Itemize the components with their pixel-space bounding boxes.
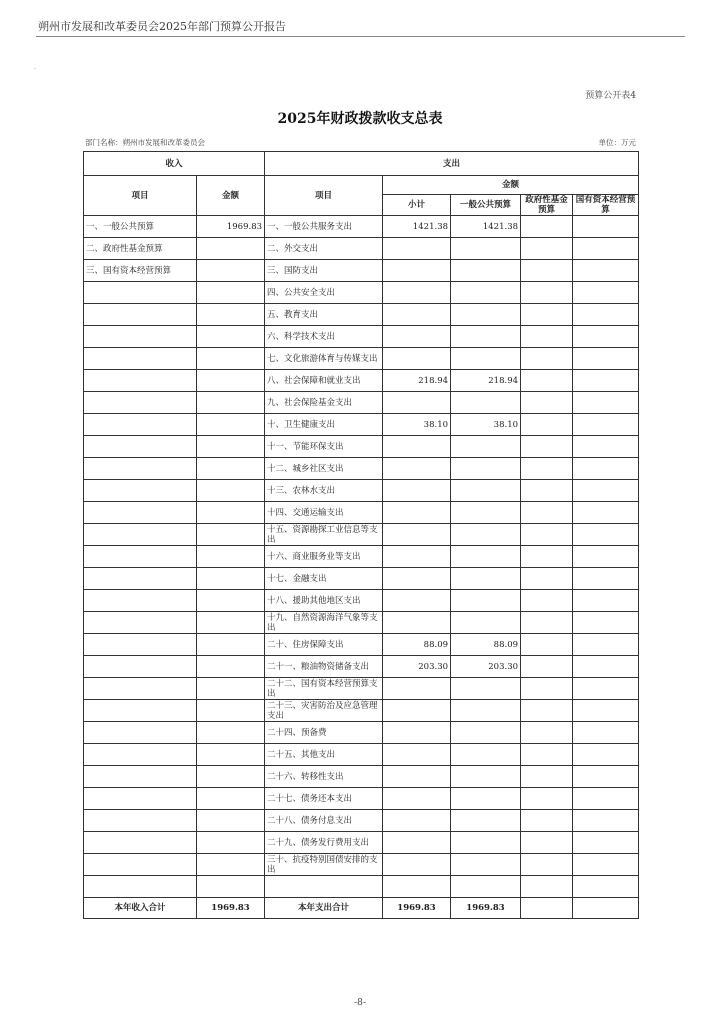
gov-fund-cell [521, 238, 573, 260]
income-item-cell [84, 832, 197, 854]
gov-fund-cell [521, 414, 573, 436]
subtotal-cell [383, 832, 451, 854]
dot-mark: . [34, 64, 36, 71]
income-amount-cell [197, 414, 265, 436]
income-amount-cell [197, 568, 265, 590]
state-capital-cell [573, 744, 639, 766]
state-capital-cell [573, 326, 639, 348]
report-header-title: 朔州市发展和改革委员会2025年部门预算公开报告 [38, 20, 286, 33]
income-item-cell [84, 414, 197, 436]
general-budget-cell [451, 854, 521, 876]
income-item-cell [84, 370, 197, 392]
income-total-label: 本年收入合计 [84, 898, 197, 919]
income-item-cell [84, 546, 197, 568]
table-row [84, 634, 639, 656]
table-row [84, 744, 639, 766]
subtotal-cell: 88.09 [383, 634, 451, 656]
gov-fund-cell [521, 832, 573, 854]
income-amount-cell [197, 326, 265, 348]
state-capital-cell [573, 788, 639, 810]
gov-fund-cell [521, 326, 573, 348]
gov-fund-cell [521, 766, 573, 788]
gov-fund-cell [521, 678, 573, 700]
expense-item-cell: 十九、自然资源海洋气象等支出 [265, 612, 383, 634]
income-item-cell [84, 634, 197, 656]
state-capital-cell [573, 590, 639, 612]
state-capital-cell [573, 854, 639, 876]
expense-item-cell: 三十、抗疫特别国债安排的支出 [265, 854, 383, 876]
income-amount-cell [197, 810, 265, 832]
general-budget-cell: 1421.38 [451, 216, 521, 238]
income-amount-cell [197, 436, 265, 458]
gov-fund-cell [521, 700, 573, 722]
general-budget-cell [451, 678, 521, 700]
state-capital-cell [573, 348, 639, 370]
income-amount-cell [197, 392, 265, 414]
expense-header: 支出 [265, 152, 639, 176]
general-budget-cell [451, 766, 521, 788]
general-budget-cell [451, 612, 521, 634]
general-budget-cell: 88.09 [451, 634, 521, 656]
general-budget-header: 一般公共预算 [451, 195, 521, 216]
table-row [84, 458, 639, 480]
income-item-cell [84, 436, 197, 458]
state-capital-cell [573, 436, 639, 458]
table-row [84, 854, 639, 876]
subtotal-cell [383, 502, 451, 524]
expense-item-cell: 五、教育支出 [265, 304, 383, 326]
document-title: 2025年财政拨款收支总表 [277, 111, 443, 127]
general-budget-cell [451, 326, 521, 348]
general-budget-cell [451, 458, 521, 480]
gov-fund-cell [521, 634, 573, 656]
income-item-header: 项目 [84, 176, 197, 216]
income-item-cell [84, 568, 197, 590]
income-item-cell [84, 700, 197, 722]
state-capital-cell [573, 282, 639, 304]
income-amount-cell [197, 634, 265, 656]
table-row [84, 788, 639, 810]
income-item-cell [84, 304, 197, 326]
income-amount-cell [197, 546, 265, 568]
gov-fund-cell [521, 810, 573, 832]
general-budget-cell [451, 436, 521, 458]
general-budget-cell [451, 546, 521, 568]
subtotal-cell [383, 788, 451, 810]
subtotal-cell [383, 458, 451, 480]
subtotal-cell [383, 612, 451, 634]
income-amount-cell [197, 722, 265, 744]
general-budget-cell [451, 238, 521, 260]
expense-item-cell: 二十二、国有资本经营预算支出 [265, 678, 383, 700]
table-row [84, 436, 639, 458]
expense-total-gov-fund [521, 898, 573, 919]
income-item-cell [84, 282, 197, 304]
expense-item-cell: 八、社会保障和就业支出 [265, 370, 383, 392]
gov-fund-cell [521, 348, 573, 370]
expense-item-cell: 二十六、转移性支出 [265, 766, 383, 788]
table-row [84, 392, 639, 414]
general-budget-cell [451, 392, 521, 414]
general-budget-cell [451, 876, 521, 898]
income-amount-cell [197, 700, 265, 722]
income-amount-cell [197, 238, 265, 260]
state-capital-cell [573, 260, 639, 282]
expense-item-cell: 二十三、灾害防治及应急管理支出 [265, 700, 383, 722]
table-row [84, 480, 639, 502]
income-item-cell [84, 678, 197, 700]
subtotal-cell [383, 722, 451, 744]
gov-fund-cell [521, 612, 573, 634]
gov-fund-cell [521, 524, 573, 546]
income-item-cell [84, 590, 197, 612]
subtotal-cell [383, 766, 451, 788]
expense-item-cell: 九、社会保险基金支出 [265, 392, 383, 414]
expense-total-subtotal: 1969.83 [383, 898, 451, 919]
general-budget-cell [451, 722, 521, 744]
subtotal-cell [383, 238, 451, 260]
subtotal-cell [383, 524, 451, 546]
expense-total-label: 本年支出合计 [265, 898, 383, 919]
general-budget-cell [451, 788, 521, 810]
gov-fund-cell [521, 502, 573, 524]
income-amount-cell [197, 458, 265, 480]
expense-item-cell: 二十四、预备费 [265, 722, 383, 744]
subtotal-cell [383, 744, 451, 766]
state-capital-cell [573, 700, 639, 722]
state-capital-cell [573, 634, 639, 656]
gov-fund-cell [521, 722, 573, 744]
income-item-cell: 一、一般公共预算 [84, 216, 197, 238]
subtotal-cell [383, 678, 451, 700]
page-number: -8- [354, 998, 366, 1008]
general-budget-cell [451, 304, 521, 326]
income-amount-cell [197, 678, 265, 700]
income-item-cell [84, 392, 197, 414]
income-amount-cell [197, 788, 265, 810]
income-amount-cell [197, 832, 265, 854]
gov-fund-cell [521, 854, 573, 876]
general-budget-cell: 38.10 [451, 414, 521, 436]
gov-fund-cell [521, 876, 573, 898]
state-capital-cell [573, 304, 639, 326]
income-item-cell [84, 876, 197, 898]
table-row [84, 216, 639, 238]
general-budget-cell: 203.30 [451, 656, 521, 678]
gov-fund-cell [521, 436, 573, 458]
expense-item-cell: 二十七、债务还本支出 [265, 788, 383, 810]
general-budget-cell [451, 524, 521, 546]
subtotal-cell [383, 590, 451, 612]
general-budget-cell [451, 502, 521, 524]
general-budget-cell [451, 568, 521, 590]
income-item-cell [84, 854, 197, 876]
subtotal-cell [383, 480, 451, 502]
general-budget-cell [451, 744, 521, 766]
state-capital-cell [573, 414, 639, 436]
subtotal-cell [383, 810, 451, 832]
income-amount-cell [197, 612, 265, 634]
income-amount-cell [197, 480, 265, 502]
general-budget-cell [451, 700, 521, 722]
table-row [84, 612, 639, 634]
income-item-cell [84, 612, 197, 634]
subtotal-cell [383, 568, 451, 590]
table-row [84, 348, 639, 370]
expense-item-cell: 十三、农林水支出 [265, 480, 383, 502]
general-budget-cell [451, 282, 521, 304]
expense-total-state-capital [573, 898, 639, 919]
gov-fund-cell [521, 744, 573, 766]
subtotal-cell [383, 546, 451, 568]
income-total-amount: 1969.83 [197, 898, 265, 919]
department-label: 部门名称：朔州市发展和改革委员会 [85, 138, 205, 147]
income-item-cell [84, 480, 197, 502]
state-capital-cell [573, 392, 639, 414]
total-row [84, 898, 639, 919]
gov-fund-cell [521, 392, 573, 414]
general-budget-cell: 218.94 [451, 370, 521, 392]
table-body [84, 216, 639, 898]
state-capital-cell [573, 524, 639, 546]
state-capital-cell [573, 656, 639, 678]
state-capital-cell [573, 832, 639, 854]
income-header: 收入 [84, 152, 265, 176]
general-budget-cell [451, 480, 521, 502]
table-row [84, 678, 639, 700]
table-row [84, 766, 639, 788]
gov-fund-cell [521, 370, 573, 392]
general-budget-cell [451, 810, 521, 832]
subtotal-cell: 38.10 [383, 414, 451, 436]
expense-item-cell [265, 876, 383, 898]
gov-fund-cell [521, 260, 573, 282]
table-row [84, 238, 639, 260]
state-capital-cell [573, 876, 639, 898]
income-amount-cell [197, 524, 265, 546]
subtotal-header: 小计 [383, 195, 451, 216]
expense-item-cell: 七、文化旅游体育与传媒支出 [265, 348, 383, 370]
income-item-cell: 三、国有资本经营预算 [84, 260, 197, 282]
gov-fund-cell [521, 458, 573, 480]
unit-label: 单位：万元 [598, 138, 636, 147]
state-capital-cell [573, 458, 639, 480]
subtotal-cell: 1421.38 [383, 216, 451, 238]
state-capital-cell [573, 216, 639, 238]
expense-item-cell: 二十八、债务付息支出 [265, 810, 383, 832]
general-budget-cell [451, 832, 521, 854]
budget-table [83, 151, 639, 919]
expense-item-cell: 十一、节能环保支出 [265, 436, 383, 458]
table-row [84, 414, 639, 436]
gov-fund-cell [521, 546, 573, 568]
subtotal-cell [383, 392, 451, 414]
gov-fund-cell [521, 590, 573, 612]
subtotal-cell [383, 326, 451, 348]
table-row [84, 370, 639, 392]
table-row [84, 326, 639, 348]
expense-item-cell: 十六、商业服务业等支出 [265, 546, 383, 568]
state-capital-cell [573, 722, 639, 744]
expense-item-cell: 十七、金融支出 [265, 568, 383, 590]
gov-fund-header: 政府性基金预算 [521, 195, 573, 216]
expense-item-cell: 三、国防支出 [265, 260, 383, 282]
general-budget-cell [451, 590, 521, 612]
income-item-cell [84, 722, 197, 744]
gov-fund-cell [521, 216, 573, 238]
subtotal-cell [383, 304, 451, 326]
table-row [84, 304, 639, 326]
subtotal-cell [383, 876, 451, 898]
state-capital-cell [573, 568, 639, 590]
state-capital-cell [573, 612, 639, 634]
income-amount-cell [197, 744, 265, 766]
gov-fund-cell [521, 788, 573, 810]
income-amount-cell [197, 876, 265, 898]
income-amount-cell [197, 656, 265, 678]
expense-item-cell: 十、卫生健康支出 [265, 414, 383, 436]
income-amount-cell [197, 282, 265, 304]
table-row [84, 260, 639, 282]
state-capital-cell [573, 546, 639, 568]
gov-fund-cell [521, 282, 573, 304]
table-row [84, 590, 639, 612]
income-item-cell [84, 810, 197, 832]
state-capital-cell [573, 238, 639, 260]
table-row [84, 568, 639, 590]
header-divider [36, 36, 685, 37]
income-item-cell [84, 458, 197, 480]
expense-amount-header: 金额 [383, 176, 639, 195]
income-item-cell: 二、政府性基金预算 [84, 238, 197, 260]
gov-fund-cell [521, 656, 573, 678]
gov-fund-cell [521, 480, 573, 502]
expense-item-cell: 二十、住房保障支出 [265, 634, 383, 656]
table-row [84, 546, 639, 568]
expense-item-cell: 六、科学技术支出 [265, 326, 383, 348]
state-capital-cell [573, 810, 639, 832]
subtotal-cell: 203.30 [383, 656, 451, 678]
income-item-cell [84, 524, 197, 546]
expense-item-cell: 四、公共安全支出 [265, 282, 383, 304]
expense-total-general: 1969.83 [451, 898, 521, 919]
expense-item-cell: 二十五、其他支出 [265, 744, 383, 766]
state-capital-header: 国有资本经营预算 [573, 195, 639, 216]
income-amount-cell [197, 854, 265, 876]
table-row [84, 722, 639, 744]
table-row [84, 282, 639, 304]
income-item-cell [84, 502, 197, 524]
table-row [84, 832, 639, 854]
subtotal-cell: 218.94 [383, 370, 451, 392]
income-amount-cell [197, 304, 265, 326]
gov-fund-cell [521, 568, 573, 590]
subtotal-cell [383, 282, 451, 304]
table-row [84, 524, 639, 546]
subtotal-cell [383, 700, 451, 722]
subtotal-cell [383, 854, 451, 876]
income-amount-header: 金额 [197, 176, 265, 216]
expense-item-cell: 十二、城乡社区支出 [265, 458, 383, 480]
subtotal-cell [383, 260, 451, 282]
income-item-cell [84, 788, 197, 810]
income-amount-cell [197, 260, 265, 282]
income-item-cell [84, 744, 197, 766]
expense-item-cell: 十四、交通运输支出 [265, 502, 383, 524]
table-row [84, 810, 639, 832]
state-capital-cell [573, 480, 639, 502]
income-item-cell [84, 326, 197, 348]
gov-fund-cell [521, 304, 573, 326]
general-budget-cell [451, 260, 521, 282]
table-number: 预算公开表4 [585, 91, 636, 101]
expense-item-cell: 十五、资源勘探工业信息等支出 [265, 524, 383, 546]
expense-item-header: 项目 [265, 176, 383, 216]
expense-item-cell: 二十九、债务发行费用支出 [265, 832, 383, 854]
expense-item-cell: 二、外交支出 [265, 238, 383, 260]
general-budget-cell [451, 348, 521, 370]
state-capital-cell [573, 766, 639, 788]
income-amount-cell [197, 766, 265, 788]
expense-item-cell: 十八、援助其他地区支出 [265, 590, 383, 612]
expense-item-cell: 一、一般公共服务支出 [265, 216, 383, 238]
table-row [84, 876, 639, 898]
income-amount-cell [197, 502, 265, 524]
income-amount-cell: 1969.83 [197, 216, 265, 238]
income-amount-cell [197, 370, 265, 392]
expense-item-cell: 二十一、粮油物资储备支出 [265, 656, 383, 678]
table-row [84, 656, 639, 678]
subtotal-cell [383, 348, 451, 370]
table-row [84, 700, 639, 722]
state-capital-cell [573, 370, 639, 392]
income-amount-cell [197, 590, 265, 612]
state-capital-cell [573, 678, 639, 700]
income-item-cell [84, 348, 197, 370]
income-item-cell [84, 766, 197, 788]
table-row [84, 502, 639, 524]
state-capital-cell [573, 502, 639, 524]
income-item-cell [84, 656, 197, 678]
subtotal-cell [383, 436, 451, 458]
income-amount-cell [197, 348, 265, 370]
